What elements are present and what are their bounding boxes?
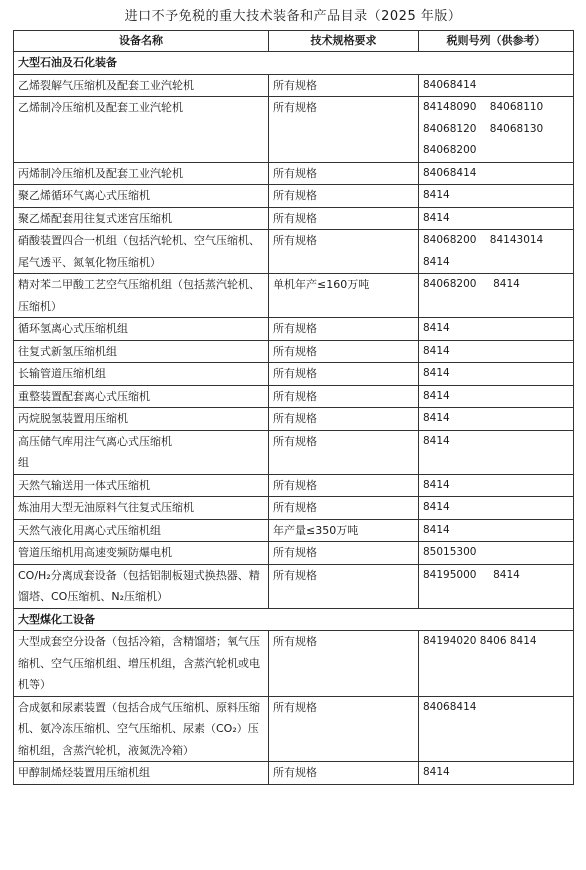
equipment-name-cell: CO/H₂分离成套设备（包括铝制板翅式换热器、精馏塔、CO压缩机、N₂压缩机） [14,564,269,608]
tariff-code-cell: 84068200 8414 [419,274,574,318]
spec-cell: 所有规格 [269,474,419,497]
equipment-name-cell: 长输管道压缩机组 [14,363,269,386]
table-row [14,207,574,230]
equipment-name-cell: 往复式新氢压缩机组 [14,340,269,363]
tariff-code-cell: 8414 [419,340,574,363]
spec-cell: 所有规格 [269,408,419,431]
spec-cell: 所有规格 [269,318,419,341]
equipment-name-cell: 聚乙烯循环气离心式压缩机 [14,185,269,208]
spec-cell: 所有规格 [269,162,419,185]
tariff-code-cell: 8414 [419,474,574,497]
equipment-name-cell: 炼油用大型无油原料气往复式压缩机 [14,497,269,520]
table-row [14,696,574,762]
equipment-name-cell: 管道压缩机用高速变频防爆电机 [14,542,269,565]
equipment-name-cell: 循环氢离心式压缩机组 [14,318,269,341]
table-row [14,162,574,185]
table-row [14,185,574,208]
section-row [14,52,574,75]
equipment-table [13,30,574,785]
equipment-name-cell: 天然气输送用一体式压缩机 [14,474,269,497]
equipment-name-cell: 乙烯裂解气压缩机及配套工业汽轮机 [14,74,269,97]
tariff-code-cell: 8414 [419,363,574,386]
table-row [14,762,574,785]
tariff-code-cell: 8414 [419,318,574,341]
document-title: 进口不予免税的重大技术装备和产品目录（2025 年版） [124,9,462,24]
section-title: 大型石油及石化装备 [14,52,574,75]
tariff-code-cell: 85015300 [419,542,574,565]
tariff-code-cell: 8414 [419,497,574,520]
table-row [14,363,574,386]
spec-cell: 所有规格 [269,363,419,386]
table-row [14,631,574,697]
equipment-name-cell: 甲醇制烯烃装置用压缩机组 [14,762,269,785]
tariff-code-cell: 84068200 84143014 8414 [419,230,574,274]
spec-cell: 所有规格 [269,631,419,697]
tariff-code-cell: 8414 [419,408,574,431]
equipment-name-cell: 聚乙烯配套用往复式迷宫压缩机 [14,207,269,230]
spec-cell: 所有规格 [269,696,419,762]
spec-cell: 单机年产≤160万吨 [269,274,419,318]
table-row [14,230,574,274]
spec-cell: 所有规格 [269,185,419,208]
equipment-name-cell: 丙烯制冷压缩机及配套工业汽轮机 [14,162,269,185]
header-equipment-name: 设备名称 [14,31,269,52]
table-row [14,519,574,542]
tariff-code-cell: 84194020 8406 8414 [419,631,574,697]
header-row [14,31,574,52]
table-row [14,497,574,520]
tariff-code-cell: 84148090 84068110 84068120 84068130 84068200 [419,97,574,163]
tariff-code-cell: 8414 [419,385,574,408]
spec-cell: 所有规格 [269,97,419,163]
tariff-code-cell: 8414 [419,207,574,230]
tariff-code-cell: 8414 [419,185,574,208]
section-row [14,608,574,631]
header-tariff-code: 税则号列（供参考） [419,31,574,52]
equipment-name-cell: 丙烷脱氢装置用压缩机 [14,408,269,431]
section-title: 大型煤化工设备 [14,608,574,631]
tariff-code-cell: 84195000 8414 [419,564,574,608]
spec-cell: 所有规格 [269,497,419,520]
table-row [14,385,574,408]
tariff-code-cell: 84068414 [419,162,574,185]
tariff-code-cell: 84068414 [419,696,574,762]
spec-cell: 所有规格 [269,542,419,565]
equipment-name-cell: 重整装置配套离心式压缩机 [14,385,269,408]
equipment-name-cell: 大型成套空分设备（包括冷箱，含精馏塔；氧气压缩机、空气压缩机组、增压机组，含蒸汽轮机或电机等） [14,631,269,697]
table-body [14,52,574,785]
spec-cell: 所有规格 [269,385,419,408]
spec-cell: 年产量≤350万吨 [269,519,419,542]
equipment-name-cell: 乙烯制冷压缩机及配套工业汽轮机 [14,97,269,163]
table-row [14,274,574,318]
spec-cell: 所有规格 [269,430,419,474]
table-row [14,97,574,163]
tariff-code-cell: 8414 [419,762,574,785]
spec-cell: 所有规格 [269,230,419,274]
table-row [14,408,574,431]
table-row [14,430,574,474]
tariff-code-cell: 8414 [419,519,574,542]
equipment-name-cell: 精对苯二甲酸工艺空气压缩机组（包括蒸汽轮机、压缩机） [14,274,269,318]
equipment-name-cell: 硝酸装置四合一机组（包括汽轮机、空气压缩机、尾气透平、氮氧化物压缩机） [14,230,269,274]
table-row [14,474,574,497]
spec-cell: 所有规格 [269,340,419,363]
table-row [14,74,574,97]
table-row [14,340,574,363]
table-row [14,318,574,341]
equipment-name-cell: 天然气液化用离心式压缩机组 [14,519,269,542]
spec-cell: 所有规格 [269,762,419,785]
equipment-name-cell: 合成氨和尿素装置（包括合成气压缩机、原料压缩机、氨冷冻压缩机、空气压缩机、尿素（CO₂）压缩机组，含蒸汽轮机，液氮洗冷箱） [14,696,269,762]
spec-cell: 所有规格 [269,564,419,608]
table-row [14,564,574,608]
spec-cell: 所有规格 [269,207,419,230]
tariff-code-cell: 84068414 [419,74,574,97]
equipment-name-cell: 高压储气库用注气离心式压缩机 组 [14,430,269,474]
spec-cell: 所有规格 [269,74,419,97]
header-spec: 技术规格要求 [269,31,419,52]
tariff-code-cell: 8414 [419,430,574,474]
table-row [14,542,574,565]
